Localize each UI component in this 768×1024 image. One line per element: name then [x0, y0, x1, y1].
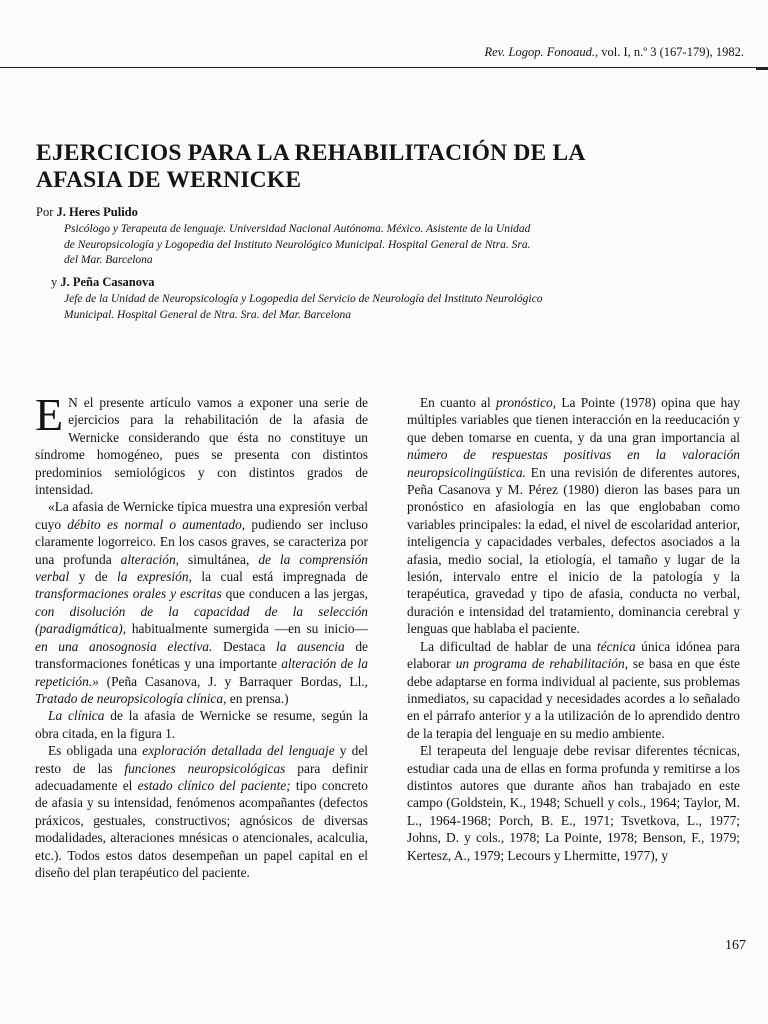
- journal-volume: vol. I, n.º 3 (167-179), 1982.: [601, 45, 744, 59]
- pronostico-text: En cuanto al: [420, 395, 496, 410]
- quote-emphasis: la ausencia: [276, 638, 345, 654]
- clinica-text: de la afasia de Wernicke se resume, según la obra citada, en la figura 1.: [35, 708, 368, 741]
- exploracion-paragraph: [35, 742, 368, 881]
- quote-text: habitualmente sumergida —en su inicio—: [126, 621, 368, 637]
- exploracion-emphasis: funciones neuropsicológicas: [124, 760, 286, 776]
- clinica-paragraph: [35, 707, 368, 742]
- quote-text: Destaca: [212, 638, 277, 654]
- drop-cap: E: [35, 389, 64, 440]
- pronostico-emphasis: número de respuestas positivas en la valoración neuropsicolingüística.: [407, 447, 740, 480]
- title-line-1: EJERCICIOS PARA LA REHABILITACIÓN DE LA: [36, 140, 586, 166]
- first-author-affiliation: Psicólogo y Terapeuta de lenguaje. Universidad Nacional Autónoma. México. Asistente de la Unidad de Neuropsicología y Logopedia del Instituto Neurológico Municipal. Hospital General de Ntra. Sra. del Mar. Barcelona: [64, 223, 531, 266]
- quote-text: (Peña Casanova, J. y Barraquer Bordas, Ll.,: [98, 673, 368, 689]
- pronostico-text: En una revisión de diferentes autores, Peña Casanova y M. Pérez (1980) dieron las bases para un pronóstico en afasiología en las que englobaban como variables principales: la edad, el nivel de escolaridad anterior, inteligencia y capacidades verbales, defectos asociados a la afasia, medio social, la etiología, el tamaño y lugar de la lesión, intervalo entre el inicio de la patología y la terapéutica, gravedad y tipo de afasia, conducta no verbal, duración e intensidad del tratamiento, dominancia cerebral y lenguas que hablaba el paciente.: [407, 464, 740, 637]
- article-title: [36, 140, 736, 194]
- exploracion-text: y del resto de las: [35, 743, 368, 776]
- quote-text: pudiendo ser incluso claramente logorreico. En los casos graves, se caracteriza por una profunda: [35, 516, 368, 567]
- second-author-affiliation: Jefe de la Unidad de Neuropsicología y Logopedia del Servicio de Neurología del Instituto Neurológico Municipal. Hospital General de Ntra. Sra. del Mar. Barcelona: [64, 293, 543, 321]
- first-author-name: J. Heres Pulido: [56, 205, 138, 219]
- quote-emphasis: débito es normal o aumentado,: [67, 516, 246, 532]
- exploracion-text: tipo concreto de afasia y su intensidad, fenómenos acompañantes (defectos práxicos, gestuales, constructivos; agnósicos de diversas modalidades, alteraciones mnésicas o atencionales, acalculia, etc.). Todos estos datos desempeñan un papel capital en el diseño del plan terapéutico del paciente.: [35, 777, 368, 880]
- citation-title: Tratado de neuropsicología clínica,: [35, 690, 227, 706]
- quote-emphasis: la expresión,: [117, 569, 192, 585]
- second-author-prefix: y: [51, 275, 58, 289]
- quote-text: «La afasia de Wernicke típica muestra una expresión verbal cuyo: [35, 499, 368, 532]
- exploracion-emphasis: estado clínico del paciente;: [137, 777, 291, 793]
- title-line-2: AFASIA DE WERNICKE: [36, 167, 302, 193]
- pronostico-paragraph: [407, 394, 740, 638]
- intro-paragraph: [35, 389, 368, 498]
- exploracion-text: Es obligada una: [48, 743, 143, 759]
- intro-text: N el presente artículo vamos a exponer una serie de ejercicios para la rehabilitación de la afasia de Wernicke considerando que ésta no constituye un síndrome homogéneo, pues se presenta con distintos predominios semiológicos y con distintos grados de intensidad.: [35, 395, 368, 498]
- first-author-prefix: Por: [36, 205, 54, 219]
- first-author-byline: [36, 205, 138, 220]
- running-head: [484, 45, 744, 60]
- tecnica-text: se basa en que éste debe adaptarse en forma individual al paciente, sus problemas inmediatos, su capacidad y necesidades acordes a lo señalado en el párrafo anterior y a la utilización de lo aprendido dentro de la terapia del lenguaje en su medio ambiente.: [407, 656, 740, 741]
- journal-name: Rev. Logop. Fonoaud.,: [484, 45, 599, 59]
- tecnica-paragraph: [407, 638, 740, 742]
- quote-emphasis: alteración de la repetición.»: [35, 656, 368, 689]
- quote-emphasis: transformaciones orales y escritas: [35, 586, 222, 602]
- tecnica-emphasis: un programa de rehabilitación,: [455, 656, 629, 672]
- pronostico-emphasis: pronóstico,: [495, 395, 557, 410]
- quote-text: de transformaciones fonéticas y una importante: [35, 638, 368, 672]
- quote-text: en prensa.): [226, 690, 289, 706]
- tecnica-text: única idónea para elaborar: [407, 638, 741, 672]
- quote-emphasis: alteración,: [120, 551, 180, 567]
- tecnica-emphasis: técnica: [596, 638, 636, 654]
- right-column: [407, 394, 740, 864]
- quote-text: que conducen a las jergas,: [221, 586, 369, 602]
- quote-text: la cual está impregnada de: [191, 569, 368, 585]
- quote-emphasis: en una anosognosia electiva.: [35, 638, 213, 654]
- header-rule-tick: [756, 67, 768, 70]
- clinica-emphasis: La clínica: [48, 708, 105, 724]
- pronostico-text: La Pointe (1978) opina que hay múltiples variables que tienen interacción en la reeducación y que deben tomarse en cuenta, y da una gran importancia al: [407, 395, 740, 445]
- exploracion-emphasis: exploración detallada del lenguaje: [142, 743, 335, 759]
- quote-emphasis: de la comprensión verbal: [35, 551, 368, 585]
- header-rule: [0, 67, 756, 68]
- quote-text: y de: [69, 569, 118, 585]
- quote-emphasis: con disolución de la capacidad de la selección (paradigmática),: [35, 603, 368, 637]
- exploracion-text: para definir adecuadamente el: [35, 760, 368, 793]
- left-column: [35, 389, 369, 881]
- second-author-name: J. Peña Casanova: [60, 275, 155, 289]
- terapeuta-paragraph: El terapeuta del lenguaje debe revisar diferentes técnicas, estudiar cada una de ellas en forma profunda y remitirse a los distintos autores que durante años han trabajado en este campo (Goldstein, K., 1948; Schuell y cols., 1964; Taylor, M. L., 1964-1968; Porch, B. E., 1971; Tsvetkova, L., 1977; Johns, D. y cols., 1978; La Pointe, 1978; Benson, F., 1979; Kertesz, A., 1979; Lecours y Lhermitte, 1977), y: [407, 743, 740, 863]
- wernicke-quote-paragraph: [35, 498, 368, 707]
- page-number: 167: [725, 938, 746, 953]
- quote-text: simultánea,: [179, 551, 259, 567]
- tecnica-text: La dificultad de hablar de una: [420, 638, 597, 654]
- second-author-byline: [51, 275, 154, 290]
